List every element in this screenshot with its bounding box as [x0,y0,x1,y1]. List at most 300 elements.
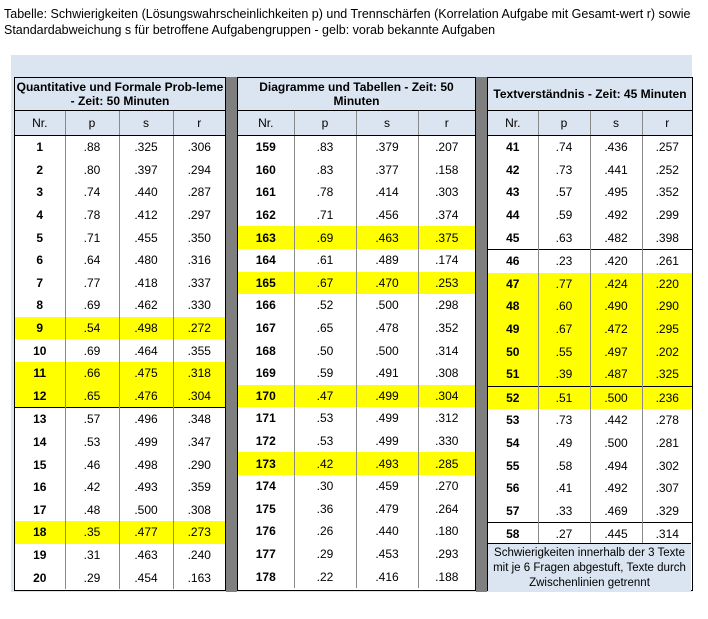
cell-r: .330 [418,430,475,453]
cell-r: .290 [642,295,692,318]
block-quantitative [14,77,226,591]
cell-r: .314 [418,339,475,362]
table-row [488,386,692,409]
cell-r: .236 [642,386,692,409]
cell-p: .35 [65,521,119,544]
cell-s: .436 [590,136,642,159]
cell-s: .412 [119,204,173,227]
cell-nr: 11 [15,362,65,385]
cell-p: .26 [294,520,356,543]
cell-p: .59 [538,204,590,227]
cell-p: .64 [65,249,119,272]
cell-nr: 178 [255,569,276,584]
block-diagramme [237,77,476,591]
cell-r: .294 [173,159,225,182]
table-row [15,204,225,227]
cell-p: .52 [294,294,356,317]
cell-nr: 159 [255,140,276,155]
cell-nr: 16 [33,480,47,495]
table-row [488,204,692,227]
table-row [488,477,692,500]
table-row [488,249,692,272]
table-row [15,272,225,295]
cell-r: .252 [642,159,692,182]
cell-p: .42 [65,476,119,499]
cell-p: .41 [538,477,590,500]
cell-nr: 3 [36,185,44,200]
cell-nr: 1 [36,140,44,155]
block-title: Quantitative und Formale Prob-leme - Zeit: 50 Minuten [15,78,225,111]
cell-p: .57 [538,181,590,204]
cell-nr: 168 [255,343,276,358]
table-row [15,136,225,159]
cell-r: .355 [173,339,225,362]
cell-nr: 169 [255,366,276,381]
table-row [238,317,475,340]
cell-p: .67 [538,318,590,341]
table-row [238,159,475,182]
cell-r: .285 [418,452,475,475]
cell-r: .281 [642,432,692,455]
cell-nr: 17 [33,502,47,517]
cell-s: .480 [119,249,173,272]
table-row [15,566,225,589]
cell-nr: 44 [506,208,520,223]
cell-s: .416 [356,565,418,588]
table-row [238,362,475,385]
cell-s: .464 [119,339,173,362]
cell-nr: 163 [238,226,294,249]
cell-r: .188 [418,565,475,588]
table-row [488,363,692,386]
table-row [15,521,225,544]
cell-s: .463 [119,544,173,567]
table-row [488,318,692,341]
block-title: Diagramme und Tabellen - Zeit: 50 Minuten [238,78,475,111]
table-row [238,339,475,362]
cell-p: .27 [538,523,590,546]
cell-p: .54 [65,317,119,340]
cell-nr: 20 [33,570,47,585]
footnote-box: Schwierigkeiten innerhalb der 3 Texte mit je 6 Fragen abgestuft, Texte durch Zwischenlinien getrennt [488,543,691,591]
cell-s: .476 [119,385,173,408]
cell-r: .202 [642,340,692,363]
cell-r: .290 [173,453,225,476]
cell-p: .67 [294,272,356,295]
table-row [15,499,225,522]
cell-r: .325 [642,363,692,386]
cell-s: .499 [119,431,173,454]
cell-p: .80 [65,159,119,182]
cell-p: .33 [538,500,590,523]
cell-s: .489 [356,249,418,272]
cell-p: .77 [65,272,119,295]
cell-p: .23 [538,249,590,272]
cell-s: .462 [119,294,173,317]
cell-p: .55 [538,340,590,363]
cell-r: .174 [418,249,475,272]
cell-s: .453 [356,543,418,566]
column-header: s [356,111,418,136]
table-row [15,317,225,340]
table-row [238,385,475,408]
cell-nr: 161 [255,185,276,200]
cell-nr: 13 [15,408,65,431]
cell-nr: 175 [255,501,276,516]
cell-r: .352 [418,317,475,340]
cell-p: .51 [538,386,590,409]
cell-p: .69 [294,226,356,249]
cell-r: .299 [642,204,692,227]
cell-p: .78 [65,204,119,227]
cell-nr: 177 [255,546,276,561]
cell-s: .477 [119,521,173,544]
cell-nr: 160 [255,162,276,177]
cell-nr: 55 [506,458,520,473]
table-row [488,432,692,455]
cell-p: .53 [294,430,356,453]
cell-s: .479 [356,498,418,521]
cell-nr: 18 [15,521,65,544]
cell-nr: 48 [488,295,538,318]
cell-nr: 45 [506,230,520,245]
cell-s: .424 [590,273,642,296]
cell-s: .445 [590,523,642,546]
cell-nr: 166 [255,298,276,313]
cell-p: .36 [294,498,356,521]
cell-nr: 19 [33,547,47,562]
cell-s: .475 [119,362,173,385]
cell-r: .297 [173,204,225,227]
table-row [238,452,475,475]
table-row [238,475,475,498]
cell-r: .298 [418,294,475,317]
cell-r: .293 [418,543,475,566]
cell-nr: 173 [238,452,294,475]
cell-r: .312 [418,407,475,430]
cell-nr: 51 [488,363,538,386]
cell-p: .22 [294,565,356,588]
cell-nr: 50 [488,340,538,363]
table-row [15,476,225,499]
table-row [15,544,225,567]
cell-s: .491 [356,362,418,385]
table-row [15,453,225,476]
cell-nr: 14 [33,435,47,450]
cell-s: .414 [356,181,418,204]
cell-s: .495 [590,181,642,204]
cell-r: .253 [418,272,475,295]
table-row [15,362,225,385]
cell-nr: 54 [506,436,520,451]
cell-nr: 172 [255,434,276,449]
cell-p: .69 [65,294,119,317]
cell-s: .472 [590,318,642,341]
cell-s: .463 [356,226,418,249]
cell-s: .498 [119,317,173,340]
cell-nr: 46 [488,249,538,272]
block-title: Textverständnis - Zeit: 45 Minuten [488,78,692,111]
cell-nr: 162 [255,208,276,223]
cell-p: .49 [538,432,590,455]
column-header: r [173,111,225,136]
cell-s: .440 [356,520,418,543]
cell-p: .65 [65,385,119,408]
cell-p: .73 [538,159,590,182]
table-row [488,500,692,523]
cell-p: .30 [294,475,356,498]
table-row [15,294,225,317]
table-row [488,159,692,182]
cell-nr: 167 [255,321,276,336]
data-table [238,78,475,588]
cell-nr: 7 [36,275,44,290]
table-row [15,408,225,431]
cell-p: .66 [65,362,119,385]
cell-r: .278 [642,409,692,432]
cell-s: .454 [119,566,173,589]
cell-p: .73 [538,409,590,432]
cell-s: .492 [590,204,642,227]
cell-nr: 8 [36,298,44,313]
column-header: Nr. [15,111,65,136]
cell-r: .375 [418,226,475,249]
column-header: Nr. [488,111,538,136]
column-header: p [538,111,590,136]
cell-p: .78 [294,181,356,204]
cell-r: .347 [173,431,225,454]
cell-nr: 170 [238,385,294,408]
cell-nr: 174 [255,479,276,494]
cell-r: .207 [418,136,475,159]
cell-p: .77 [538,273,590,296]
cell-p: .29 [65,566,119,589]
cell-r: .318 [173,362,225,385]
cell-s: .455 [119,226,173,249]
cell-r: .374 [418,204,475,227]
table-row [238,565,475,588]
table-row [238,204,475,227]
cell-s: .500 [356,294,418,317]
cell-nr: 5 [36,230,44,245]
cell-s: .497 [590,340,642,363]
cell-p: .50 [294,339,356,362]
cell-r: .273 [173,521,225,544]
cell-r: .330 [173,294,225,317]
cell-p: .83 [294,159,356,182]
cell-s: .493 [119,476,173,499]
table-row [15,385,225,408]
cell-r: .257 [642,136,692,159]
cell-s: .478 [356,317,418,340]
cell-r: .264 [418,498,475,521]
cell-p: .69 [65,339,119,362]
table-row [238,226,475,249]
cell-nr: 57 [506,503,520,518]
cell-r: .261 [642,249,692,272]
cell-s: .487 [590,363,642,386]
cell-r: .316 [173,249,225,272]
cell-p: .74 [65,181,119,204]
cell-nr: 6 [36,253,44,268]
cell-p: .71 [294,204,356,227]
data-table [15,78,225,589]
column-header: r [418,111,475,136]
cell-s: .442 [590,409,642,432]
column-header: s [119,111,173,136]
cell-s: .493 [356,452,418,475]
cell-s: .490 [590,295,642,318]
cell-r: .272 [173,317,225,340]
cell-p: .31 [65,544,119,567]
table-row [488,273,692,296]
cell-s: .440 [119,181,173,204]
cell-nr: 47 [488,273,538,296]
table-row [238,136,475,159]
cell-nr: 53 [506,413,520,428]
cell-s: .499 [356,407,418,430]
table-row [488,181,692,204]
cell-r: .314 [642,523,692,546]
table-row [488,409,692,432]
cell-nr: 164 [255,253,276,268]
cell-nr: 56 [506,481,520,496]
cell-p: .48 [65,499,119,522]
cell-nr: 49 [488,318,538,341]
cell-p: .42 [294,452,356,475]
cell-r: .304 [418,385,475,408]
table-row [15,159,225,182]
column-header: s [590,111,642,136]
table-row [15,339,225,362]
table-row [238,272,475,295]
cell-r: .307 [642,477,692,500]
cell-p: .57 [65,408,119,431]
cell-p: .83 [294,136,356,159]
table-row [238,407,475,430]
cell-r: .337 [173,272,225,295]
cell-s: .500 [119,499,173,522]
table-row [488,454,692,477]
cell-r: .398 [642,226,692,249]
table-row [488,340,692,363]
table-row [488,295,692,318]
column-header: p [294,111,356,136]
cell-r: .295 [642,318,692,341]
cell-nr: 171 [255,411,276,426]
table-row [238,498,475,521]
cell-nr: 9 [15,317,65,340]
cell-nr: 15 [33,457,47,472]
cell-nr: 43 [506,185,520,200]
cell-p: .59 [294,362,356,385]
cell-nr: 165 [238,272,294,295]
cell-s: .325 [119,136,173,159]
cell-nr: 52 [488,386,538,409]
table-row [238,294,475,317]
cell-r: .287 [173,181,225,204]
cell-r: .302 [642,454,692,477]
table-row [238,520,475,543]
cell-s: .492 [590,477,642,500]
cell-r: .270 [418,475,475,498]
column-separator [226,77,237,592]
cell-s: .420 [590,249,642,272]
table-row [238,181,475,204]
cell-r: .220 [642,273,692,296]
cell-r: .359 [173,476,225,499]
table-row [15,181,225,204]
cell-s: .377 [356,159,418,182]
cell-s: .499 [356,430,418,453]
table-row [15,226,225,249]
column-separator [476,77,487,592]
cell-p: .47 [294,385,356,408]
column-header: r [642,111,692,136]
cell-s: .482 [590,226,642,249]
cell-r: .329 [642,500,692,523]
table-row [15,249,225,272]
table-row [238,249,475,272]
cell-r: .350 [173,226,225,249]
cell-r: .163 [173,566,225,589]
cell-p: .53 [65,431,119,454]
block-textverstaendnis [487,77,693,591]
cell-p: .88 [65,136,119,159]
cell-s: .500 [356,339,418,362]
cell-p: .71 [65,226,119,249]
cell-r: .304 [173,385,225,408]
table-row [238,543,475,566]
table-row [15,431,225,454]
table-row [488,136,692,159]
cell-p: .60 [538,295,590,318]
cell-s: .470 [356,272,418,295]
cell-s: .499 [356,385,418,408]
cell-p: .63 [538,226,590,249]
cell-r: .348 [173,408,225,431]
cell-p: .29 [294,543,356,566]
cell-s: .469 [590,500,642,523]
cell-p: .65 [294,317,356,340]
cell-r: .308 [418,362,475,385]
cell-nr: 176 [255,524,276,539]
cell-nr: 41 [506,140,520,155]
data-table [488,78,692,546]
cell-p: .46 [65,453,119,476]
cell-r: .306 [173,136,225,159]
cell-nr: 4 [36,208,44,223]
cell-s: .500 [590,386,642,409]
cell-p: .53 [294,407,356,430]
cell-p: .61 [294,249,356,272]
cell-p: .39 [538,363,590,386]
cell-s: .496 [119,408,173,431]
cell-p: .58 [538,454,590,477]
table-row [238,430,475,453]
cell-s: .418 [119,272,173,295]
cell-r: .180 [418,520,475,543]
cell-r: .240 [173,544,225,567]
cell-s: .500 [590,432,642,455]
cell-s: .494 [590,454,642,477]
column-header: p [65,111,119,136]
cell-s: .498 [119,453,173,476]
cell-nr: 58 [488,523,538,546]
cell-s: .379 [356,136,418,159]
cell-nr: 42 [506,162,520,177]
column-header: Nr. [238,111,294,136]
